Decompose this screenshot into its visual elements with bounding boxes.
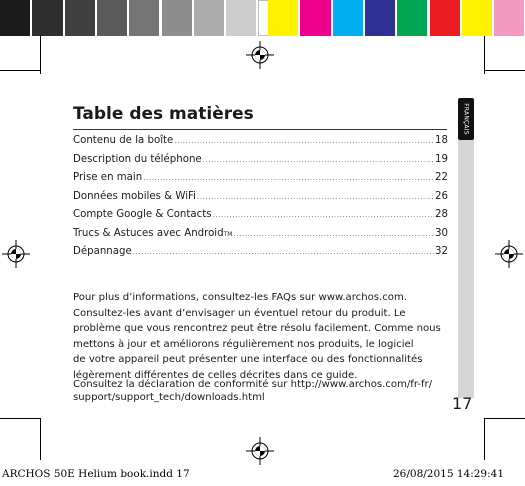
paragraph-line: légèrement différentes de celles décrites dans ce guide. — [73, 369, 358, 381]
page-title: Table des matières — [73, 104, 254, 124]
crop-mark — [484, 70, 525, 71]
gray-swatch — [226, 0, 256, 36]
gray-swatch — [65, 0, 95, 36]
color-swatch — [300, 0, 330, 36]
gray-swatch — [129, 0, 159, 36]
color-swatch — [333, 0, 363, 36]
toc-dot-leader — [203, 156, 434, 164]
toc-entry-page: 19 — [435, 153, 448, 165]
toc-entry[interactable] — [73, 191, 448, 210]
crop-mark — [40, 36, 41, 74]
registration-mark-top — [246, 41, 274, 69]
color-swatch — [397, 0, 427, 36]
toc-entry[interactable] — [73, 135, 448, 154]
gray-swatch — [194, 0, 224, 36]
toc-entry[interactable] — [73, 154, 448, 173]
toc-entry-label: Trucs & Astuces avec Android — [73, 227, 224, 239]
paragraph-line: Consultez-les avant d’envisager un éventuel retour du produit. Le — [73, 307, 406, 319]
toc-entry-label: Contenu de la boîte — [73, 135, 174, 146]
toc-entry[interactable] — [73, 209, 448, 228]
toc-entry-label: Compte Google & Contacts — [73, 209, 212, 220]
toc-entry-page: 18 — [435, 135, 448, 146]
toc-entry[interactable] — [73, 246, 448, 265]
gray-swatch — [32, 0, 62, 36]
toc-dot-leader — [143, 174, 434, 182]
color-swatch — [430, 0, 460, 36]
gray-swatch — [0, 0, 30, 36]
toc-entry-page: 22 — [435, 172, 448, 183]
language-tab — [458, 98, 474, 140]
title-divider — [73, 129, 447, 130]
paragraph-line: Pour plus d’informations, consultez-les FAQs sur www.archos.com. — [73, 292, 408, 303]
info-paragraph — [73, 290, 458, 384]
slug-date-info: 26/08/2015 14:29:41 — [393, 468, 505, 480]
color-swatch — [494, 0, 524, 36]
registration-mark-right — [495, 240, 523, 268]
toc-entry-page: 32 — [435, 246, 448, 257]
crop-mark — [0, 418, 40, 419]
gray-swatch — [97, 0, 127, 36]
paragraph-line: problème que vous rencontrez peut être résolu facilement. Comme nous — [73, 323, 441, 335]
toc-entry-label: Données mobiles & WiFi — [73, 190, 196, 202]
toc-entry[interactable]: Trucs & Astuces avec Android TM ..... 30 — [73, 228, 448, 247]
color-swatch — [365, 0, 395, 36]
language-tab-label: FRANÇAIS — [462, 103, 470, 135]
crop-mark — [484, 418, 525, 419]
gray-swatch — [162, 0, 192, 36]
toc-entry-page: 30 — [435, 227, 448, 239]
toc-dot-leader — [133, 248, 434, 256]
toc-dot-leader — [174, 137, 434, 145]
toc-entry-label: Dépannage — [73, 246, 132, 257]
registration-mark-left — [2, 240, 30, 268]
crop-mark — [0, 70, 40, 71]
side-margin-bar — [458, 140, 474, 398]
table-of-contents — [73, 135, 448, 265]
toc-dot-leader — [233, 230, 434, 238]
toc-entry-label: Description du téléphone — [73, 153, 202, 165]
color-swatch — [268, 0, 298, 36]
toc-dot-leader — [213, 211, 435, 219]
toc-dot-leader — [197, 193, 434, 201]
toc-entry-page: 26 — [435, 190, 448, 202]
slug-file-info: ARCHOS 50E Helium book.indd 17 — [2, 468, 190, 480]
declaration-line: support/support_tech/downloads.html — [73, 392, 265, 403]
color-swatch — [462, 0, 492, 36]
registration-mark-bottom — [246, 437, 274, 465]
toc-entry-label: Prise en main — [73, 172, 143, 183]
toc-entry-page: 28 — [435, 209, 448, 220]
toc-entry[interactable] — [73, 172, 448, 191]
declaration-text — [73, 378, 458, 404]
paragraph-line: de votre appareil peut présenter une interface ou des fonctionnalités — [73, 354, 423, 366]
declaration-line: Consultez la déclaration de conformité sur http://www.archos.com/fr-fr/ — [73, 379, 433, 390]
crop-mark — [40, 418, 41, 460]
crop-mark — [484, 418, 485, 460]
page-number: 17 — [452, 394, 473, 413]
crop-mark — [484, 36, 485, 74]
paragraph-line: mettons à jour et améliorons régulièrement nos produits, le logiciel — [73, 338, 414, 350]
